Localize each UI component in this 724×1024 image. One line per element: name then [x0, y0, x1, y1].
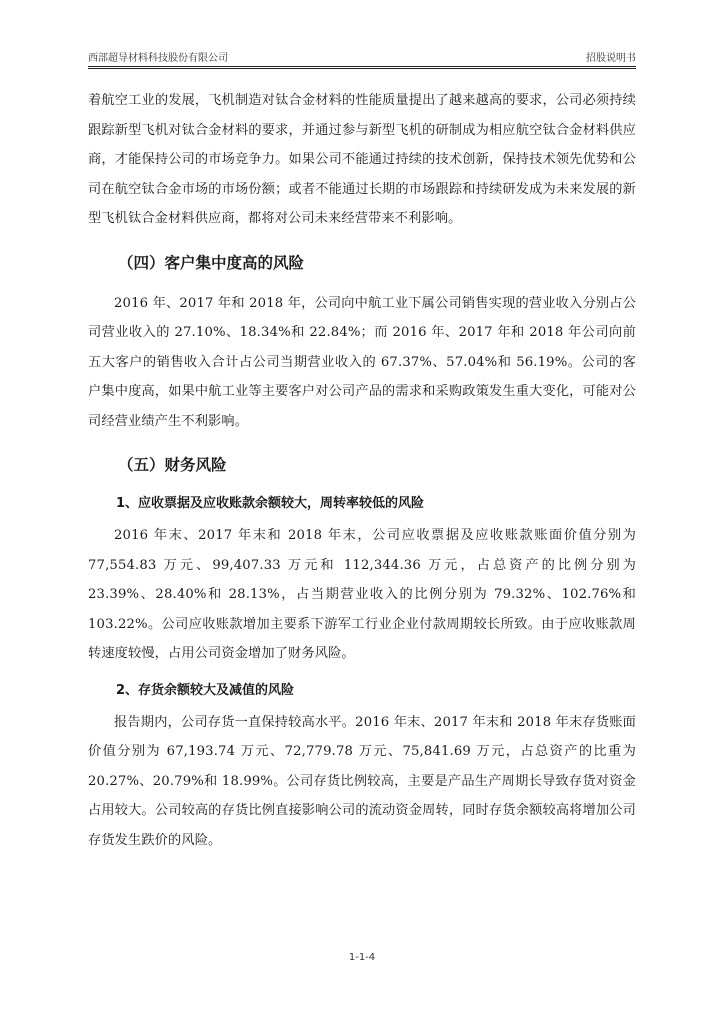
section-5-2-heading: 2、存货余额较大及减值的风险	[116, 682, 295, 698]
section-4-paragraph: 2016 年、2017 年和 2018 年，公司向中航工业下属公司销售实现的营业收入分别占公司营业收入的 27.10%、18.34%和 22.84%；而 2016 年、2017 年和 2018 年公司向前五大客户的销售收入合计占公司当期营业收入的 67.37%、57.04%和 56.19%。公司的客户集中度高，如果中航工业等主要客户对公司产品的需求和采购政策发生重大变化，可能对公司经营业绩产生不利影响。	[88, 295, 636, 429]
section-5-1-paragraph: 2016 年末、2017 年末和 2018 年末，公司应收票据及应收账款账面价值分别为 77,554.83 万元、99,407.33 万元和 112,344.36 万元，占总资产的比例分别为 23.39%、28.40%和 28.13%，占当期营业收入的比例分别为 79.32%、102.76%和 103.22%。公司应收账款增加主要系下游军工行业企业付款周期较长所致。由于应收账款周转速度较慢，占用公司资金增加了财务风险。	[88, 528, 636, 661]
header-rule-thin	[88, 68, 636, 69]
section-5-1-heading: 1、应收票据及应收账款余额较大，周转率较低的风险	[116, 496, 425, 511]
header-rule-thick	[88, 66, 636, 67]
page-number: 1-1-4	[348, 952, 376, 963]
header-company-name: 西部超导材料科技股份有限公司	[88, 53, 228, 64]
section-5-heading: （五）财务风险	[118, 456, 227, 474]
continued-paragraph: 着航空工业的发展，飞机制造对钛合金材料的性能质量提出了越来越高的要求，公司必须持续跟踪新型飞机对钛合金材料的要求，并通过参与新型飞机的研制成为相应航空钛合金材料供应商，才能保持公司的市场竞争力。如果公司不能通过持续的技术创新，保持技术领先优势和公司在航空钛合金市场的市场份额；或者不能通过长期的市场跟踪和持续研发成为未来发展的新型飞机钛合金材料供应商，都将对公司未来经营带来不利影响。	[88, 93, 636, 226]
page-header	[88, 49, 636, 65]
page-content	[88, 86, 636, 855]
header-document-type: 招股说明书	[586, 53, 636, 64]
section-4-heading: （四）客户集中度高的风险	[118, 253, 305, 272]
section-5-2-paragraph: 报告期内，公司存货一直保持较高水平。2016 年末、2017 年末和 2018 年末存货账面价值分别为 67,193.74 万元、72,779.78 万元、75,841.69 万元，占总资产的比重为 20.27%、20.79%和 18.99%。公司存货比例较高，主要是产品生产周期长导致存货对资金占用较大。公司较高的存货比例直接影响公司的流动资金周转，同时存货余额较高将增加公司存货发生跌价的风险。	[88, 714, 636, 848]
